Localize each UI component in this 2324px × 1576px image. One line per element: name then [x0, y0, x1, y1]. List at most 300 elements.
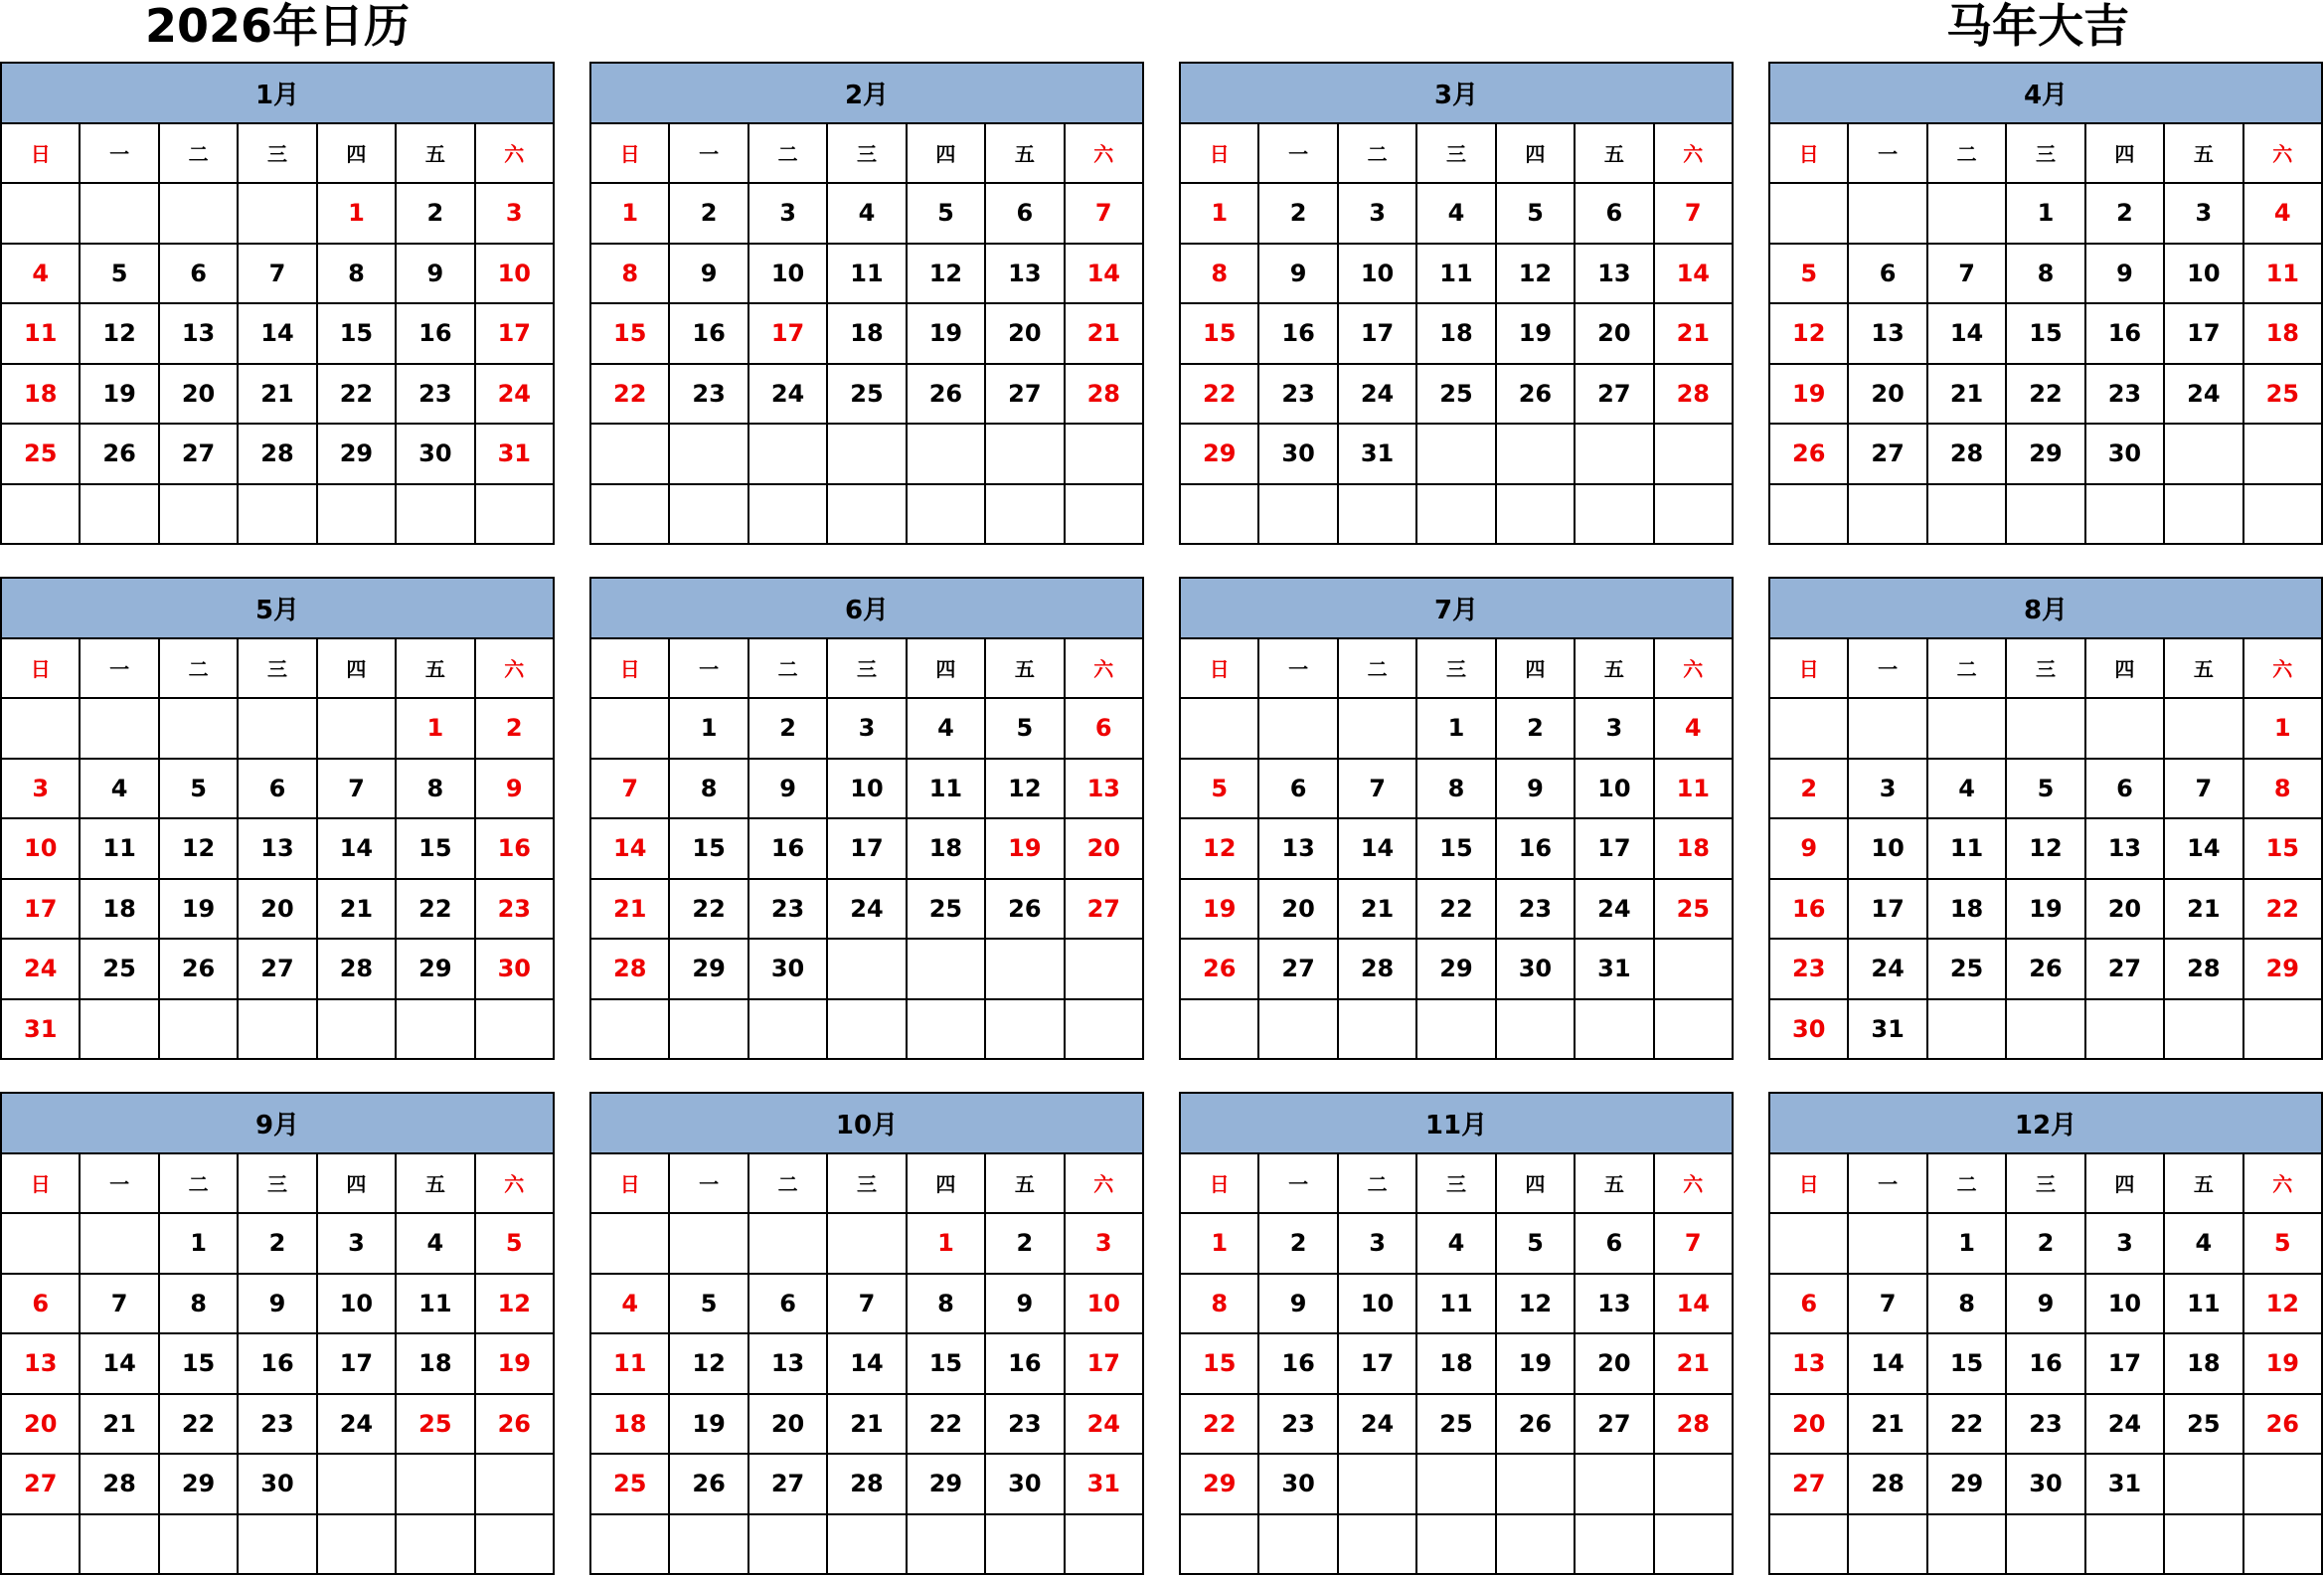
weekday-label: 五 [397, 1154, 475, 1215]
day-cell: 9 [2086, 245, 2165, 305]
day-cell: 2 [1770, 760, 1849, 820]
empty-cell [828, 1515, 907, 1576]
weekday-label: 二 [1928, 1154, 2007, 1215]
day-cell: 8 [1928, 1275, 2007, 1335]
day-cell: 19 [1497, 304, 1576, 365]
day-cell: 2 [397, 184, 475, 245]
day-cell: 18 [81, 880, 159, 941]
day-cell: 3 [476, 184, 555, 245]
empty-cell [2086, 1000, 2165, 1061]
day-cell: 15 [1928, 1334, 2007, 1395]
empty-cell [2165, 1515, 2243, 1576]
day-cell: 28 [239, 425, 317, 485]
day-cell: 10 [2165, 245, 2243, 305]
day-cell: 3 [1066, 1214, 1144, 1275]
day-cell: 14 [1655, 1275, 1734, 1335]
day-cell: 2 [239, 1214, 317, 1275]
empty-cell [986, 485, 1065, 546]
day-cell: 13 [1066, 760, 1144, 820]
empty-cell [476, 485, 555, 546]
empty-cell [318, 699, 397, 760]
day-cell: 25 [2244, 365, 2323, 426]
day-cell: 10 [1576, 760, 1654, 820]
day-cell: 6 [2, 1275, 81, 1335]
day-cell: 9 [749, 760, 828, 820]
month-header: 5月 [2, 579, 555, 639]
day-cell: 20 [1576, 304, 1654, 365]
day-cell: 14 [591, 819, 670, 880]
day-cell: 22 [160, 1395, 239, 1456]
empty-cell [986, 940, 1065, 1000]
weekday-label: 三 [239, 124, 317, 185]
empty-cell [2165, 485, 2243, 546]
day-cell: 24 [749, 365, 828, 426]
day-cell: 13 [1849, 304, 1927, 365]
empty-cell [160, 1000, 239, 1061]
weekday-label: 四 [1497, 124, 1576, 185]
empty-cell [81, 1515, 159, 1576]
day-cell: 27 [986, 365, 1065, 426]
day-cell: 17 [1576, 819, 1654, 880]
day-cell: 23 [1259, 1395, 1338, 1456]
empty-cell [1259, 485, 1338, 546]
day-cell: 27 [160, 425, 239, 485]
day-cell: 19 [81, 365, 159, 426]
day-cell: 15 [670, 819, 748, 880]
day-cell: 24 [1066, 1395, 1144, 1456]
day-cell: 6 [1259, 760, 1338, 820]
day-cell: 7 [1339, 760, 1417, 820]
weekday-label: 六 [476, 124, 555, 185]
day-cell: 10 [2, 819, 81, 880]
day-cell: 16 [986, 1334, 1065, 1395]
day-cell: 28 [318, 940, 397, 1000]
day-cell: 3 [2086, 1214, 2165, 1275]
empty-cell [1066, 940, 1144, 1000]
weekday-label: 六 [1655, 1154, 1734, 1215]
empty-cell [160, 699, 239, 760]
weekday-label: 五 [986, 1154, 1065, 1215]
day-cell: 12 [1181, 819, 1259, 880]
day-cell: 27 [2086, 940, 2165, 1000]
day-cell: 5 [160, 760, 239, 820]
weekday-label: 二 [1339, 639, 1417, 700]
day-cell: 3 [749, 184, 828, 245]
weekday-label: 一 [670, 124, 748, 185]
day-cell: 13 [2, 1334, 81, 1395]
day-cell: 29 [908, 1455, 986, 1515]
empty-cell [1770, 1515, 1849, 1576]
day-cell: 2 [670, 184, 748, 245]
day-cell: 15 [2007, 304, 2085, 365]
day-cell: 27 [749, 1455, 828, 1515]
day-cell: 3 [318, 1214, 397, 1275]
day-cell: 23 [749, 880, 828, 941]
weekday-label: 日 [1181, 639, 1259, 700]
weekday-label: 四 [318, 639, 397, 700]
empty-cell [397, 1455, 475, 1515]
empty-cell [2, 1214, 81, 1275]
day-cell: 19 [2244, 1334, 2323, 1395]
weekday-label: 二 [1928, 124, 2007, 185]
day-cell: 11 [2244, 245, 2323, 305]
day-cell: 29 [1417, 940, 1496, 1000]
empty-cell [986, 1000, 1065, 1061]
month-calendar [1179, 577, 1734, 1060]
weekday-label: 四 [1497, 639, 1576, 700]
weekday-label: 三 [828, 1154, 907, 1215]
empty-cell [81, 184, 159, 245]
day-cell: 3 [828, 699, 907, 760]
day-cell: 30 [2007, 1455, 2085, 1515]
day-cell: 18 [2165, 1334, 2243, 1395]
day-cell: 25 [1417, 365, 1496, 426]
empty-cell [2244, 1515, 2323, 1576]
day-cell: 17 [476, 304, 555, 365]
empty-cell [1497, 1000, 1576, 1061]
weekday-label: 五 [1576, 639, 1654, 700]
day-cell: 7 [1655, 184, 1734, 245]
weekday-label: 一 [81, 639, 159, 700]
weekday-label: 四 [318, 1154, 397, 1215]
day-cell: 19 [2007, 880, 2085, 941]
weekday-label: 三 [239, 639, 317, 700]
day-cell: 18 [2, 365, 81, 426]
day-cell: 7 [81, 1275, 159, 1335]
empty-cell [2086, 699, 2165, 760]
day-cell: 25 [2165, 1395, 2243, 1456]
empty-cell [1655, 425, 1734, 485]
day-cell: 9 [1770, 819, 1849, 880]
day-cell: 9 [670, 245, 748, 305]
day-cell: 14 [828, 1334, 907, 1395]
day-cell: 28 [1655, 365, 1734, 426]
day-cell: 21 [1339, 880, 1417, 941]
day-cell: 15 [591, 304, 670, 365]
day-cell: 25 [828, 365, 907, 426]
empty-cell [160, 485, 239, 546]
day-cell: 24 [1849, 940, 1927, 1000]
empty-cell [160, 184, 239, 245]
day-cell: 4 [2165, 1214, 2243, 1275]
empty-cell [1066, 485, 1144, 546]
day-cell: 31 [2, 1000, 81, 1061]
empty-cell [2165, 1455, 2243, 1515]
day-cell: 10 [1339, 245, 1417, 305]
day-cell: 5 [476, 1214, 555, 1275]
weekday-label: 三 [239, 1154, 317, 1215]
day-cell: 8 [1417, 760, 1496, 820]
day-cell: 2 [2007, 1214, 2085, 1275]
empty-cell [1339, 699, 1417, 760]
day-cell: 13 [160, 304, 239, 365]
weekday-label: 三 [2007, 639, 2085, 700]
day-cell: 30 [239, 1455, 317, 1515]
weekday-label: 一 [1849, 124, 1927, 185]
month-calendar [1768, 1092, 2323, 1575]
day-cell: 11 [1417, 245, 1496, 305]
weekday-label: 日 [591, 1154, 670, 1215]
weekday-label: 五 [2165, 1154, 2243, 1215]
day-cell: 13 [986, 245, 1065, 305]
day-cell: 18 [1417, 1334, 1496, 1395]
empty-cell [1770, 485, 1849, 546]
empty-cell [2, 485, 81, 546]
month-calendar [1179, 62, 1734, 545]
day-cell: 11 [1928, 819, 2007, 880]
empty-cell [160, 1515, 239, 1576]
day-cell: 14 [1655, 245, 1734, 305]
day-cell: 6 [749, 1275, 828, 1335]
empty-cell [239, 1000, 317, 1061]
day-cell: 26 [1181, 940, 1259, 1000]
empty-cell [2244, 1000, 2323, 1061]
empty-cell [81, 699, 159, 760]
day-cell: 7 [239, 245, 317, 305]
weekday-label: 四 [908, 1154, 986, 1215]
day-cell: 20 [239, 880, 317, 941]
weekday-label: 一 [81, 124, 159, 185]
day-cell: 29 [1181, 425, 1259, 485]
day-cell: 7 [828, 1275, 907, 1335]
weekday-label: 三 [1417, 1154, 1496, 1215]
day-cell: 10 [2086, 1275, 2165, 1335]
day-cell: 8 [160, 1275, 239, 1335]
day-cell: 19 [908, 304, 986, 365]
weekday-label: 六 [1655, 639, 1734, 700]
weekday-label: 二 [1339, 1154, 1417, 1215]
day-cell: 12 [2007, 819, 2085, 880]
day-cell: 9 [476, 760, 555, 820]
weekday-label: 三 [828, 639, 907, 700]
day-cell: 27 [1066, 880, 1144, 941]
day-cell: 19 [476, 1334, 555, 1395]
day-cell: 24 [318, 1395, 397, 1456]
day-cell: 4 [2, 245, 81, 305]
day-cell: 4 [908, 699, 986, 760]
weekday-label: 四 [2086, 124, 2165, 185]
empty-cell [397, 1515, 475, 1576]
empty-cell [1181, 1000, 1259, 1061]
day-cell: 18 [828, 304, 907, 365]
day-cell: 12 [1497, 245, 1576, 305]
day-cell: 6 [986, 184, 1065, 245]
day-cell: 8 [591, 245, 670, 305]
empty-cell [1066, 1515, 1144, 1576]
weekday-label: 二 [1928, 639, 2007, 700]
day-cell: 14 [1339, 819, 1417, 880]
day-cell: 26 [2007, 940, 2085, 1000]
day-cell: 19 [1181, 880, 1259, 941]
empty-cell [1181, 1515, 1259, 1576]
day-cell: 4 [81, 760, 159, 820]
day-cell: 16 [239, 1334, 317, 1395]
empty-cell [2244, 425, 2323, 485]
day-cell: 24 [2165, 365, 2243, 426]
empty-cell [749, 1515, 828, 1576]
day-cell: 27 [239, 940, 317, 1000]
day-cell: 12 [1497, 1275, 1576, 1335]
empty-cell [2165, 425, 2243, 485]
day-cell: 24 [1576, 880, 1654, 941]
day-cell: 19 [1770, 365, 1849, 426]
day-cell: 14 [81, 1334, 159, 1395]
day-cell: 5 [908, 184, 986, 245]
day-cell: 30 [1259, 1455, 1338, 1515]
day-cell: 9 [1497, 760, 1576, 820]
day-cell: 31 [2086, 1455, 2165, 1515]
day-cell: 14 [318, 819, 397, 880]
empty-cell [1497, 425, 1576, 485]
empty-cell [2, 699, 81, 760]
day-cell: 15 [908, 1334, 986, 1395]
day-cell: 21 [1655, 1334, 1734, 1395]
day-cell: 18 [397, 1334, 475, 1395]
weekday-label: 六 [476, 639, 555, 700]
day-cell: 24 [2086, 1395, 2165, 1456]
day-cell: 17 [2086, 1334, 2165, 1395]
day-cell: 5 [2007, 760, 2085, 820]
day-cell: 13 [1770, 1334, 1849, 1395]
empty-cell [828, 940, 907, 1000]
day-cell: 12 [1770, 304, 1849, 365]
day-cell: 23 [1497, 880, 1576, 941]
empty-cell [1181, 699, 1259, 760]
empty-cell [1928, 699, 2007, 760]
empty-cell [670, 1214, 748, 1275]
empty-cell [318, 1455, 397, 1515]
day-cell: 8 [397, 760, 475, 820]
day-cell: 11 [2165, 1275, 2243, 1335]
empty-cell [591, 1214, 670, 1275]
weekday-label: 一 [670, 1154, 748, 1215]
empty-cell [908, 485, 986, 546]
weekday-label: 二 [749, 124, 828, 185]
empty-cell [2244, 485, 2323, 546]
weekday-label: 一 [1259, 639, 1338, 700]
empty-cell [1066, 1000, 1144, 1061]
day-cell: 5 [2244, 1214, 2323, 1275]
day-cell: 6 [160, 245, 239, 305]
day-cell: 26 [2244, 1395, 2323, 1456]
day-cell: 7 [2165, 760, 2243, 820]
weekday-label: 六 [2244, 639, 2323, 700]
weekday-label: 六 [1655, 124, 1734, 185]
day-cell: 26 [1497, 1395, 1576, 1456]
day-cell: 6 [1066, 699, 1144, 760]
empty-cell [591, 699, 670, 760]
day-cell: 29 [160, 1455, 239, 1515]
day-cell: 8 [1181, 245, 1259, 305]
day-cell: 9 [397, 245, 475, 305]
day-cell: 28 [1928, 425, 2007, 485]
day-cell: 28 [2165, 940, 2243, 1000]
month-header: 9月 [2, 1094, 555, 1154]
empty-cell [908, 940, 986, 1000]
day-cell: 12 [2244, 1275, 2323, 1335]
month-calendar [589, 577, 1144, 1060]
day-cell: 16 [670, 304, 748, 365]
empty-cell [1655, 1455, 1734, 1515]
empty-cell [1066, 425, 1144, 485]
weekday-label: 三 [1417, 639, 1496, 700]
day-cell: 24 [1339, 365, 1417, 426]
empty-cell [318, 1515, 397, 1576]
day-cell: 22 [1181, 1395, 1259, 1456]
day-cell: 2 [749, 699, 828, 760]
day-cell: 6 [1849, 245, 1927, 305]
day-cell: 16 [1497, 819, 1576, 880]
day-cell: 14 [1066, 245, 1144, 305]
empty-cell [1928, 1515, 2007, 1576]
day-cell: 10 [318, 1275, 397, 1335]
weekday-label: 日 [591, 124, 670, 185]
empty-cell [986, 1515, 1065, 1576]
day-cell: 10 [476, 245, 555, 305]
day-cell: 7 [318, 760, 397, 820]
day-cell: 24 [476, 365, 555, 426]
empty-cell [81, 1000, 159, 1061]
day-cell: 5 [1181, 760, 1259, 820]
weekday-label: 五 [397, 124, 475, 185]
day-cell: 22 [1417, 880, 1496, 941]
empty-cell [670, 1515, 748, 1576]
empty-cell [1417, 1000, 1496, 1061]
day-cell: 2 [476, 699, 555, 760]
day-cell: 1 [160, 1214, 239, 1275]
weekday-label: 三 [828, 124, 907, 185]
empty-cell [1576, 1000, 1654, 1061]
weekday-label: 六 [1066, 639, 1144, 700]
weekday-label: 四 [1497, 1154, 1576, 1215]
weekday-label: 五 [397, 639, 475, 700]
day-cell: 23 [2007, 1395, 2085, 1456]
month-calendar [589, 1092, 1144, 1575]
day-cell: 17 [2, 880, 81, 941]
day-cell: 16 [749, 819, 828, 880]
empty-cell [2165, 699, 2243, 760]
day-cell: 12 [160, 819, 239, 880]
day-cell: 1 [2007, 184, 2085, 245]
empty-cell [1655, 485, 1734, 546]
empty-cell [1928, 184, 2007, 245]
empty-cell [1497, 1455, 1576, 1515]
day-cell: 7 [1066, 184, 1144, 245]
weekday-label: 六 [1066, 1154, 1144, 1215]
empty-cell [1655, 1000, 1734, 1061]
day-cell: 16 [397, 304, 475, 365]
empty-cell [670, 425, 748, 485]
empty-cell [1497, 485, 1576, 546]
day-cell: 30 [986, 1455, 1065, 1515]
day-cell: 29 [670, 940, 748, 1000]
day-cell: 28 [591, 940, 670, 1000]
month-calendar [589, 62, 1144, 545]
day-cell: 26 [670, 1455, 748, 1515]
empty-cell [1576, 425, 1654, 485]
empty-cell [2244, 1455, 2323, 1515]
day-cell: 10 [1339, 1275, 1417, 1335]
day-cell: 10 [1066, 1275, 1144, 1335]
day-cell: 25 [397, 1395, 475, 1456]
weekday-label: 五 [2165, 639, 2243, 700]
empty-cell [1576, 485, 1654, 546]
day-cell: 19 [1497, 1334, 1576, 1395]
day-cell: 4 [1417, 1214, 1496, 1275]
empty-cell [591, 1515, 670, 1576]
weekday-label: 三 [2007, 1154, 2085, 1215]
day-cell: 30 [476, 940, 555, 1000]
